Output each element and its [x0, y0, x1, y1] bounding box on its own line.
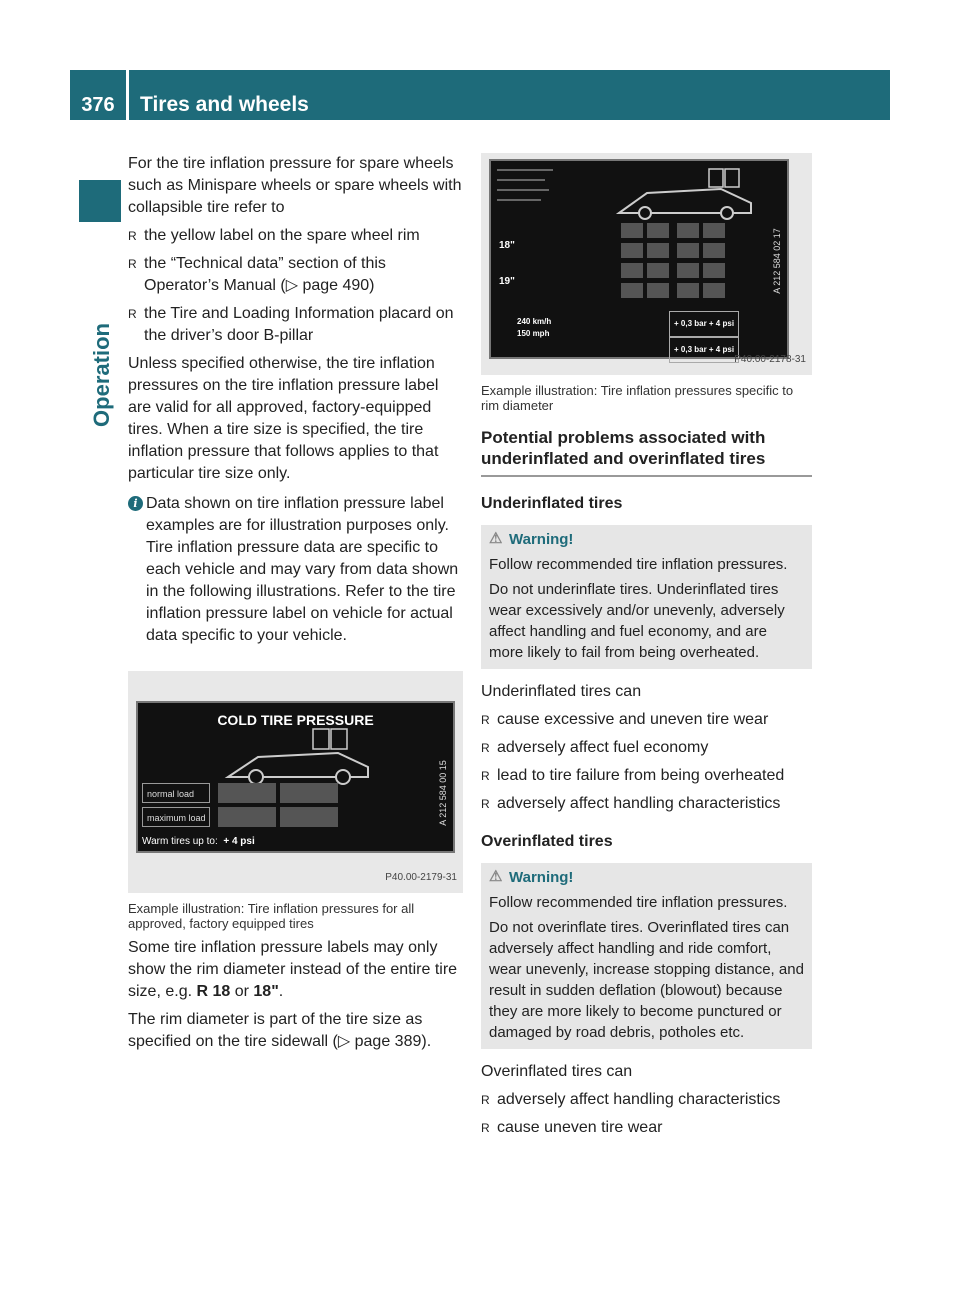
warning-text: Do not underinflate tires. Underinflated tires wear excessively and/or unevenly, adversely affect handling and fuel economy, and are more likely to fail from being overheated. [489, 581, 785, 661]
vertical-part-number: A 212 584 02 17 [772, 228, 782, 294]
bullet-icon: R [481, 713, 490, 727]
pressure-cell [218, 807, 276, 827]
list-item: R adversely affect handling characteristics [481, 1089, 812, 1111]
warm-tires-row: Warm tires up to: + 4 psi [142, 836, 255, 847]
label-heading-lines [497, 167, 557, 207]
intro-paragraph: For the tire inflation pressure for spare wheels such as Minispare wheels or spare wheels with collapsible tire refer to [128, 155, 462, 216]
subheading-overinflated: Overinflated tires [481, 833, 613, 850]
pressure-label-image [489, 159, 789, 359]
paragraph: Unless specified otherwise, the tire inflation pressures on the tire inflation pressure label are valid for all approved, factory-equipped tires. When a tire size is specified, the tire inflation pressure that follows applies to that particular tire size only. [128, 355, 439, 482]
warning-title: ⚠ Warning! [489, 868, 574, 886]
rim-diameter-figure [481, 153, 812, 375]
vertical-part-number: A 212 584 00 15 [438, 760, 448, 826]
figure-code: P40.00-2178-31 [734, 354, 806, 365]
warning-text: Follow recommended tire inflation pressures. [489, 556, 788, 573]
bullet-icon: R [128, 257, 137, 271]
section-heading: Potential problems associated with underinflated and overinflated tires [481, 427, 812, 477]
bullet-icon: R [481, 1121, 490, 1135]
page-title: Tires and wheels [140, 93, 309, 116]
pressure-label-image [136, 701, 455, 853]
pressure-cell [218, 783, 276, 803]
row-label-maximum: maximum load [142, 807, 210, 827]
label-title: COLD TIRE PRESSURE [217, 712, 374, 728]
list-item: R adversely affect fuel economy [481, 737, 812, 759]
row-label-normal: normal load [142, 783, 210, 803]
right-column [481, 153, 812, 1139]
warm-plus-1: + 0,3 bar + 4 psi [669, 311, 739, 337]
warning-triangle-icon: ⚠ [489, 868, 503, 885]
section-tab [82, 240, 122, 510]
warm-plus-2: + 0,3 bar + 4 psi [669, 337, 739, 363]
list-item: R the yellow label on the spare wheel rim [128, 225, 463, 247]
pressure-cell [280, 807, 338, 827]
header-divider [126, 70, 129, 120]
paragraph: Some tire inflation pressure labels may only show the rim diameter instead of the entire tire size, e.g. R 18 or 18". [128, 939, 458, 1000]
warning-text: Follow recommended tire inflation pressures. [489, 894, 788, 911]
bullet-icon: R [128, 229, 137, 243]
speed-kmh: 240 km/h [517, 317, 552, 326]
rim-size-18: 18" [499, 240, 515, 251]
bullet-icon: R [128, 307, 137, 321]
speed-mph: 150 mph [517, 329, 550, 338]
paragraph: Overinflated tires can [481, 1063, 633, 1080]
warning-title: ⚠ Warning! [489, 530, 574, 548]
paragraph: The rim diameter is part of the tire size as specified on the tire sidewall (▷ page 389). [128, 1011, 432, 1050]
figure-caption: Example illustration: Tire inflation pressures for all approved, factory equipped tires [128, 901, 415, 931]
info-icon: i [128, 496, 143, 511]
list-item: R the “Technical data” section of this Operator’s Manual (▷ page 490) [128, 255, 386, 294]
bullet-icon: R [481, 769, 490, 783]
bullet-icon: R [481, 1093, 490, 1107]
warning-box [481, 863, 812, 1049]
paragraph: Underinflated tires can [481, 683, 642, 700]
page-number: 376 [81, 94, 115, 116]
car-outline-icon [218, 727, 378, 787]
list-item: R cause uneven tire wear [481, 1117, 812, 1139]
tire-pressure-figure [128, 671, 463, 893]
rim-size-19: 19" [499, 276, 515, 287]
list-item: R adversely affect handling characteristics [481, 793, 812, 815]
figure-caption: Example illustration: Tire inflation pressures specific to rim diameter [481, 383, 794, 413]
pressure-cell [280, 783, 338, 803]
subheading-underinflated: Underinflated tires [481, 495, 623, 512]
warning-triangle-icon: ⚠ [489, 530, 503, 547]
figure-code: P40.00-2179-31 [385, 872, 457, 883]
list-item: R cause excessive and uneven tire wear [481, 709, 812, 731]
bullet-icon: R [481, 741, 490, 755]
list-item: R the Tire and Loading Information placard on the driver’s door B-pillar [128, 305, 454, 344]
list-item: R lead to tire failure from being overheated [481, 765, 812, 787]
warning-box [481, 525, 812, 669]
bullet-icon: R [481, 797, 490, 811]
car-outline-icon [611, 167, 761, 221]
info-note: i Data shown on tire inflation pressure label examples are for illustration purposes only. Tire inflation pressure data are specific to each vehicle and may vary from data shown in the following illustrations. Refer to the tire inflation pressure label on vehicle for actual data specific to your vehicle. [128, 493, 463, 647]
warning-text: Do not overinflate tires. Overinflated tires can adversely affect handling and ride comfort, wear unevenly, increase stopping distance, and result in sudden deflation (blowout) because they are more likely to become punctured or damaged by road debris, potholes etc. [489, 919, 804, 1041]
section-tab-marker [79, 180, 121, 222]
section-tab-label: Operation [89, 323, 114, 427]
left-column [128, 153, 463, 1053]
